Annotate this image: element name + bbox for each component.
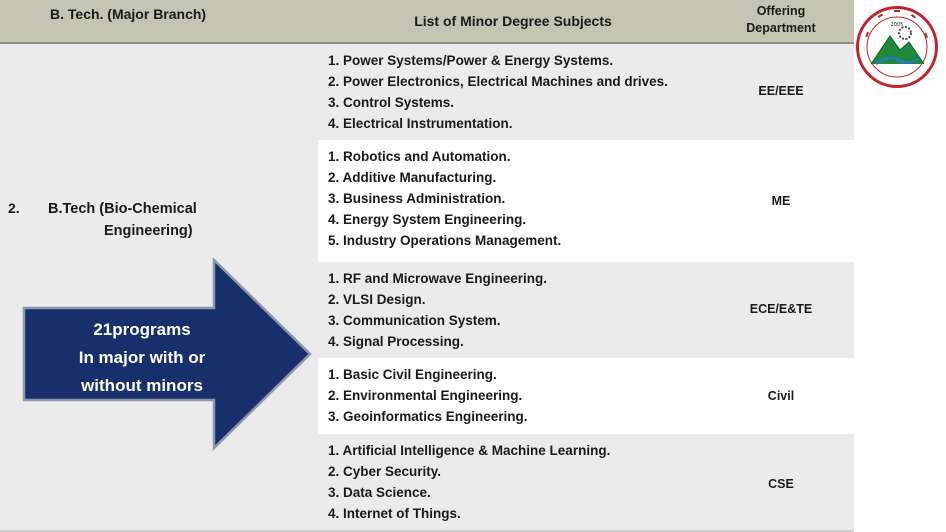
header-department — [726, 3, 836, 37]
group-ece — [318, 262, 854, 358]
dept-civil: Civil — [767, 389, 795, 403]
arrow-line3: without minors — [81, 376, 203, 395]
subject-list-me — [328, 146, 728, 251]
list-item: 1. RF and Microwave Engineering. — [328, 271, 548, 286]
subject-list-ece — [328, 268, 728, 352]
list-item: 1. Power Systems/Power & Energy Systems. — [328, 53, 614, 68]
dept-cse: CSE — [768, 477, 794, 491]
dept-me: ME — [771, 194, 791, 208]
header-subjects: List of Minor Degree Subjects — [414, 13, 612, 29]
arrow-text — [26, 316, 258, 400]
list-item: 4. Electrical Instrumentation. — [328, 116, 513, 131]
list-item: 5. Industry Operations Management. — [328, 233, 562, 248]
arrow-line1: 21programs — [93, 320, 191, 339]
header-dept-line2: Department — [746, 21, 816, 35]
subject-list-ee — [328, 50, 728, 134]
list-item: 1. Basic Civil Engineering. — [328, 367, 497, 382]
list-item: 1. Artificial Intelligence & Machine Learning. — [328, 443, 611, 458]
subject-list-cse — [328, 440, 728, 524]
row-number: 2. — [8, 200, 20, 216]
list-item: 3. Geoinformatics Engineering. — [328, 409, 528, 424]
subject-list-civil — [328, 364, 728, 427]
group-me — [318, 140, 854, 262]
dept-ee: EE/EEE — [758, 84, 804, 98]
list-item: 2. Cyber Security. — [328, 464, 442, 479]
list-item: 3. Business Administration. — [328, 191, 506, 206]
list-item: 4. Internet of Things. — [328, 506, 461, 521]
table-header — [0, 0, 854, 42]
list-item: 3. Communication System. — [328, 313, 501, 328]
institute-emblem-icon — [856, 6, 938, 88]
list-item: 1. Robotics and Automation. — [328, 149, 511, 164]
branch-name — [48, 198, 197, 242]
branch-line2: Engineering) — [104, 223, 193, 239]
list-item: 2. Environmental Engineering. — [328, 388, 523, 403]
list-item: 2. VLSI Design. — [328, 292, 426, 307]
list-item: 4. Energy System Engineering. — [328, 212, 527, 227]
dept-ece: ECE/E&TE — [749, 302, 813, 316]
header-dept-line1: Offering — [756, 4, 806, 18]
group-ee — [318, 44, 854, 140]
group-cse — [318, 434, 854, 530]
list-item: 2. Power Electronics, Electrical Machines and drives. — [328, 74, 668, 89]
arrow-line2: In major with or — [78, 348, 206, 367]
list-item: 3. Control Systems. — [328, 95, 455, 110]
list-item: 4. Signal Processing. — [328, 334, 464, 349]
list-item: 2. Additive Manufacturing. — [328, 170, 497, 185]
emblem-year: 2005 — [890, 22, 904, 28]
group-civil — [318, 358, 854, 434]
branch-line1: B.Tech (Bio-Chemical — [48, 201, 197, 217]
list-item: 3. Data Science. — [328, 485, 431, 500]
header-branch: B. Tech. (Major Branch) — [50, 6, 207, 22]
